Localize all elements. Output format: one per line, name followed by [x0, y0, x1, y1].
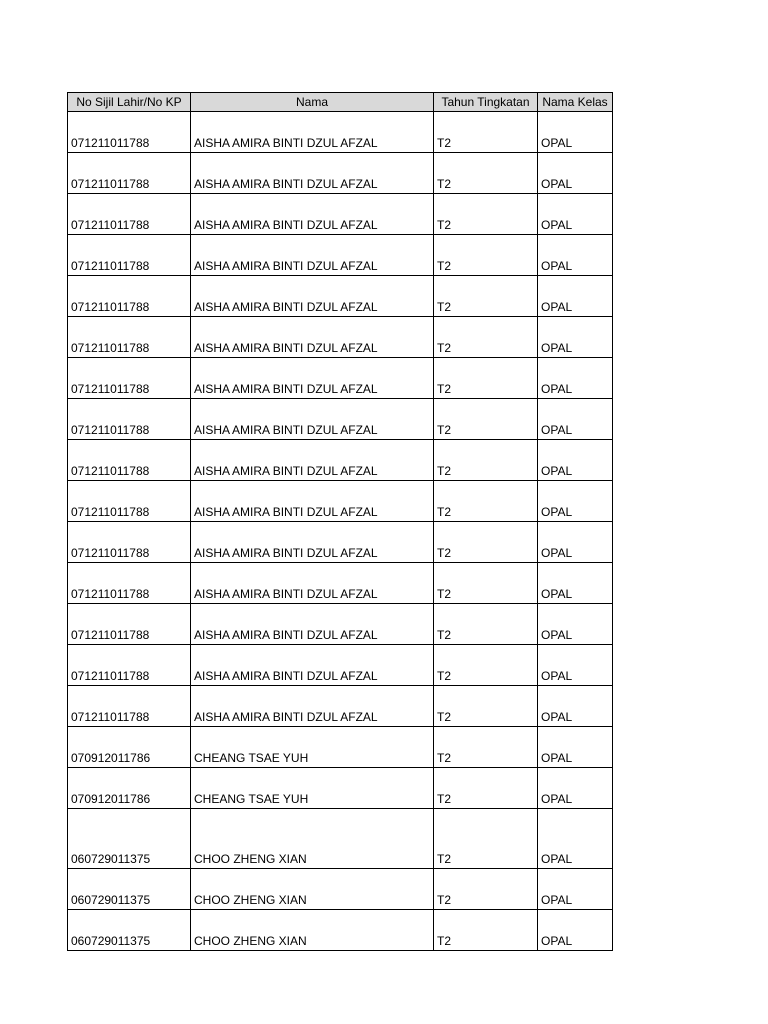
- cell-name: CHEANG TSAE YUH: [191, 727, 434, 768]
- table-row: [68, 276, 613, 317]
- cell-name: CHOO ZHENG XIAN: [191, 910, 434, 951]
- cell-class-name: OPAL: [538, 358, 613, 399]
- table-row: [68, 910, 613, 951]
- cell-form-year: T2: [434, 869, 538, 910]
- cell-name: AISHA AMIRA BINTI DZUL AFZAL: [191, 440, 434, 481]
- cell-birth-cert-no: 060729011375: [68, 869, 191, 910]
- cell-class-name: OPAL: [538, 153, 613, 194]
- table-row: [68, 440, 613, 481]
- cell-form-year: T2: [434, 645, 538, 686]
- cell-birth-cert-no: 071211011788: [68, 358, 191, 399]
- cell-name: AISHA AMIRA BINTI DZUL AFZAL: [191, 563, 434, 604]
- cell-birth-cert-no: 071211011788: [68, 522, 191, 563]
- cell-birth-cert-no: 071211011788: [68, 153, 191, 194]
- cell-birth-cert-no: 071211011788: [68, 399, 191, 440]
- cell-form-year: T2: [434, 809, 538, 869]
- table-row: [68, 686, 613, 727]
- table-row: [68, 358, 613, 399]
- cell-form-year: T2: [434, 112, 538, 153]
- cell-birth-cert-no: 071211011788: [68, 440, 191, 481]
- cell-form-year: T2: [434, 153, 538, 194]
- cell-name: AISHA AMIRA BINTI DZUL AFZAL: [191, 358, 434, 399]
- cell-birth-cert-no: 071211011788: [68, 112, 191, 153]
- cell-form-year: T2: [434, 276, 538, 317]
- cell-class-name: OPAL: [538, 317, 613, 358]
- cell-name: CHOO ZHENG XIAN: [191, 869, 434, 910]
- cell-form-year: T2: [434, 522, 538, 563]
- header-row: [68, 93, 613, 112]
- cell-name: AISHA AMIRA BINTI DZUL AFZAL: [191, 399, 434, 440]
- cell-birth-cert-no: 071211011788: [68, 481, 191, 522]
- cell-birth-cert-no: 060729011375: [68, 910, 191, 951]
- student-table: [67, 92, 613, 951]
- table-row: [68, 869, 613, 910]
- cell-class-name: OPAL: [538, 440, 613, 481]
- table-row: [68, 112, 613, 153]
- header-form-year: Tahun Tingkatan: [434, 93, 538, 112]
- cell-name: AISHA AMIRA BINTI DZUL AFZAL: [191, 194, 434, 235]
- cell-birth-cert-no: 071211011788: [68, 276, 191, 317]
- cell-class-name: OPAL: [538, 869, 613, 910]
- cell-birth-cert-no: 071211011788: [68, 645, 191, 686]
- cell-form-year: T2: [434, 399, 538, 440]
- cell-form-year: T2: [434, 727, 538, 768]
- cell-class-name: OPAL: [538, 910, 613, 951]
- cell-birth-cert-no: 071211011788: [68, 686, 191, 727]
- table-row: [68, 522, 613, 563]
- cell-name: CHEANG TSAE YUH: [191, 768, 434, 809]
- cell-class-name: OPAL: [538, 604, 613, 645]
- header-name: Nama: [191, 93, 434, 112]
- cell-form-year: T2: [434, 317, 538, 358]
- cell-class-name: OPAL: [538, 235, 613, 276]
- cell-birth-cert-no: 071211011788: [68, 235, 191, 276]
- cell-form-year: T2: [434, 910, 538, 951]
- cell-name: AISHA AMIRA BINTI DZUL AFZAL: [191, 604, 434, 645]
- cell-name: AISHA AMIRA BINTI DZUL AFZAL: [191, 153, 434, 194]
- cell-class-name: OPAL: [538, 768, 613, 809]
- cell-name: AISHA AMIRA BINTI DZUL AFZAL: [191, 645, 434, 686]
- header-class-name: Nama Kelas: [538, 93, 613, 112]
- cell-birth-cert-no: 060729011375: [68, 809, 191, 869]
- cell-form-year: T2: [434, 604, 538, 645]
- cell-name: AISHA AMIRA BINTI DZUL AFZAL: [191, 235, 434, 276]
- cell-class-name: OPAL: [538, 481, 613, 522]
- table-row: [68, 481, 613, 522]
- cell-form-year: T2: [434, 235, 538, 276]
- cell-class-name: OPAL: [538, 276, 613, 317]
- table-row: [68, 604, 613, 645]
- table-row: [68, 235, 613, 276]
- cell-form-year: T2: [434, 686, 538, 727]
- table-row: [68, 727, 613, 768]
- cell-birth-cert-no: 071211011788: [68, 563, 191, 604]
- cell-form-year: T2: [434, 194, 538, 235]
- cell-form-year: T2: [434, 358, 538, 399]
- cell-form-year: T2: [434, 563, 538, 604]
- cell-class-name: OPAL: [538, 645, 613, 686]
- cell-birth-cert-no: 070912011786: [68, 768, 191, 809]
- cell-class-name: OPAL: [538, 522, 613, 563]
- cell-class-name: OPAL: [538, 686, 613, 727]
- cell-name: AISHA AMIRA BINTI DZUL AFZAL: [191, 112, 434, 153]
- cell-name: AISHA AMIRA BINTI DZUL AFZAL: [191, 317, 434, 358]
- cell-name: AISHA AMIRA BINTI DZUL AFZAL: [191, 276, 434, 317]
- cell-class-name: OPAL: [538, 727, 613, 768]
- table-row: [68, 399, 613, 440]
- cell-class-name: OPAL: [538, 563, 613, 604]
- table-row: [68, 768, 613, 809]
- table-row: [68, 563, 613, 604]
- table-row: [68, 645, 613, 686]
- cell-birth-cert-no: 071211011788: [68, 317, 191, 358]
- cell-name: AISHA AMIRA BINTI DZUL AFZAL: [191, 686, 434, 727]
- cell-class-name: OPAL: [538, 809, 613, 869]
- cell-form-year: T2: [434, 481, 538, 522]
- cell-class-name: OPAL: [538, 112, 613, 153]
- cell-form-year: T2: [434, 440, 538, 481]
- header-birth-cert-no: No Sijil Lahir/No KP: [68, 93, 191, 112]
- cell-birth-cert-no: 070912011786: [68, 727, 191, 768]
- cell-name: AISHA AMIRA BINTI DZUL AFZAL: [191, 522, 434, 563]
- cell-birth-cert-no: 071211011788: [68, 194, 191, 235]
- table-row: [68, 153, 613, 194]
- table-row: [68, 809, 613, 869]
- cell-form-year: T2: [434, 768, 538, 809]
- cell-name: AISHA AMIRA BINTI DZUL AFZAL: [191, 481, 434, 522]
- cell-class-name: OPAL: [538, 399, 613, 440]
- cell-birth-cert-no: 071211011788: [68, 604, 191, 645]
- cell-name: CHOO ZHENG XIAN: [191, 809, 434, 869]
- table-row: [68, 317, 613, 358]
- cell-class-name: OPAL: [538, 194, 613, 235]
- table-row: [68, 194, 613, 235]
